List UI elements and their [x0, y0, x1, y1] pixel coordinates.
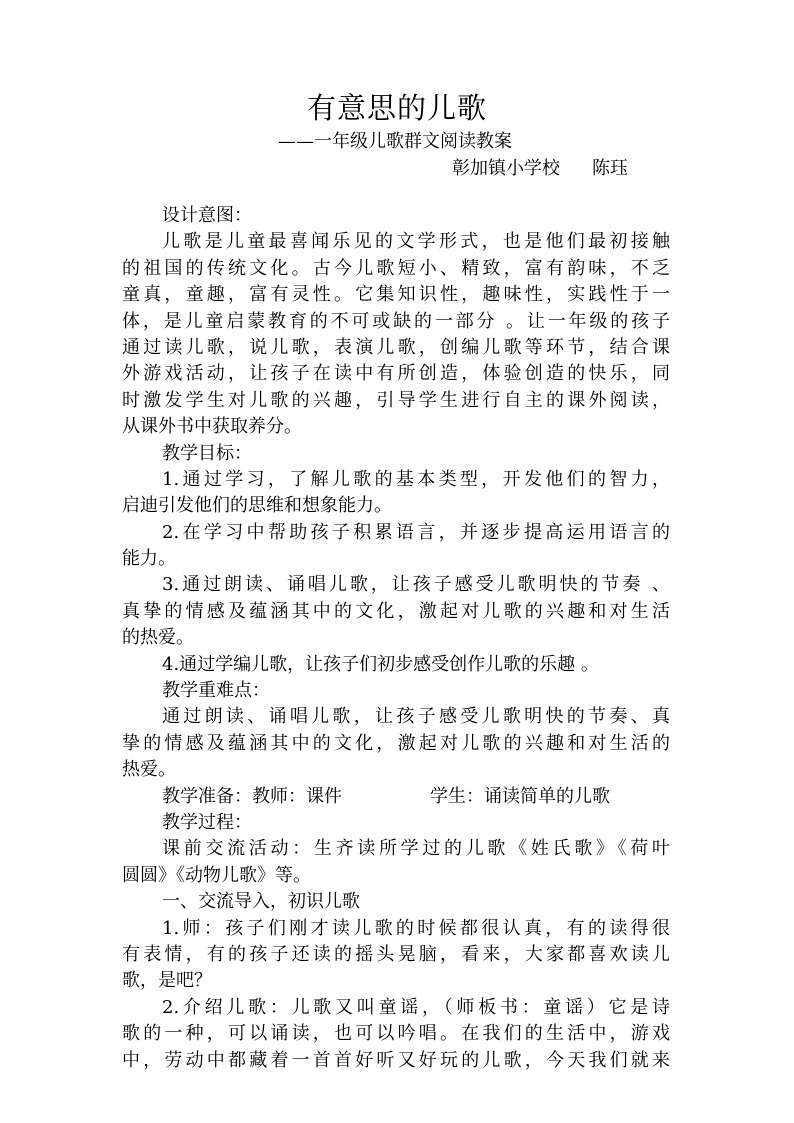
- design-heading: 设计意图：: [162, 205, 252, 226]
- paragraph-line: 体，是儿童启蒙教育的不可或缺的一部分 。让一年级的孩子: [122, 310, 670, 332]
- process-line: 1.师：孩子们刚才读儿歌的时候都很认真，有的读得很: [162, 917, 670, 939]
- goal-line: 1.通过学习，了解儿歌的基本类型，开发他们的智力，: [162, 468, 670, 490]
- school-name: 彰加镇小学校: [452, 158, 560, 179]
- key-points-line: 挚的情感及蕴涵其中的文化，激起对儿歌的兴趣和对生活的: [122, 732, 670, 754]
- goal-line: 真挚的情感及蕴涵其中的文化，激起对儿歌的兴趣和对生活: [122, 600, 670, 622]
- key-points-line: 热爱。: [122, 759, 176, 781]
- preparation-line: [122, 784, 670, 810]
- paragraph-line: 儿歌是儿童最喜闻乐见的文学形式，也是他们最初接触: [162, 231, 670, 253]
- goal-line: 4.通过学编儿歌，让孩子们初步感受创作儿歌的乐趣 。: [162, 653, 599, 675]
- process-line: 2.介绍儿歌：儿歌又叫童谣，（师板书：童谣）它是诗: [162, 996, 670, 1018]
- paragraph-line: 外游戏活动，让孩子在读中有所创造，体验创造的快乐，同: [122, 363, 670, 385]
- key-points-heading: 教学重难点：: [162, 680, 270, 702]
- page-title: 有意思的儿歌: [306, 91, 487, 125]
- document-body: [122, 203, 670, 1074]
- goal-line: 3.通过朗读、诵唱儿歌，让孩子感受儿歌明快的节奏 、: [162, 574, 670, 596]
- goal-line: 2.在学习中帮助孩子积累语言，并逐步提高运用语言的: [162, 521, 670, 543]
- key-points-line: 通过朗读、诵唱儿歌，让孩子感受儿歌明快的节奏、真: [162, 706, 670, 728]
- process-line: 有表情，有的孩子还读的摇头晃脑，看来，大家都喜欢读儿: [122, 943, 670, 965]
- page-subtitle: ——一年级儿歌群文阅读教案: [278, 131, 512, 152]
- paragraph-line: 童真，童趣，富有灵性。它集知识性，趣味性，实践性于一: [122, 284, 670, 306]
- section-heading: 一、交流导入，初识儿歌: [162, 891, 360, 913]
- process-line: 圆圆》《动物儿歌》等。: [122, 864, 311, 886]
- goal-line: 能力。: [122, 548, 176, 570]
- goals-heading: 教学目标：: [162, 442, 252, 464]
- process-line: 歌的一种，可以诵读，也可以吟唱。在我们的生活中，游戏: [122, 1023, 670, 1045]
- paragraph-line: 的祖国的传统文化。古今儿歌短小、精致，富有韵味，不乏: [122, 257, 670, 279]
- goal-line: 的热爱。: [122, 627, 194, 649]
- process-line: 歌，是吧？: [122, 970, 212, 992]
- paragraph-line: 从课外书中获取养分。: [122, 416, 302, 438]
- preparation-teacher: 教学准备：教师：课件: [162, 785, 342, 807]
- process-line: 课前交流活动：生齐读所学过的儿歌《姓氏歌》《荷叶: [162, 838, 670, 860]
- paragraph-line: 通过读儿歌，说儿歌，表演儿歌，创编儿歌等环节，结合课: [122, 336, 670, 358]
- process-line: 中，劳动中都藏着一首首好听又好玩的儿歌，今天我们就来: [122, 1049, 670, 1071]
- process-heading: 教学过程：: [162, 811, 252, 833]
- author-line: [452, 156, 628, 182]
- goal-line: 启迪引发他们的思维和想象能力。: [122, 495, 392, 517]
- paragraph-line: 时激发学生对儿歌的兴趣，引导学生进行自主的课外阅读，: [122, 389, 670, 411]
- author-name: 陈珏: [592, 158, 628, 179]
- preparation-student: 学生：诵读简单的儿歌: [430, 785, 610, 807]
